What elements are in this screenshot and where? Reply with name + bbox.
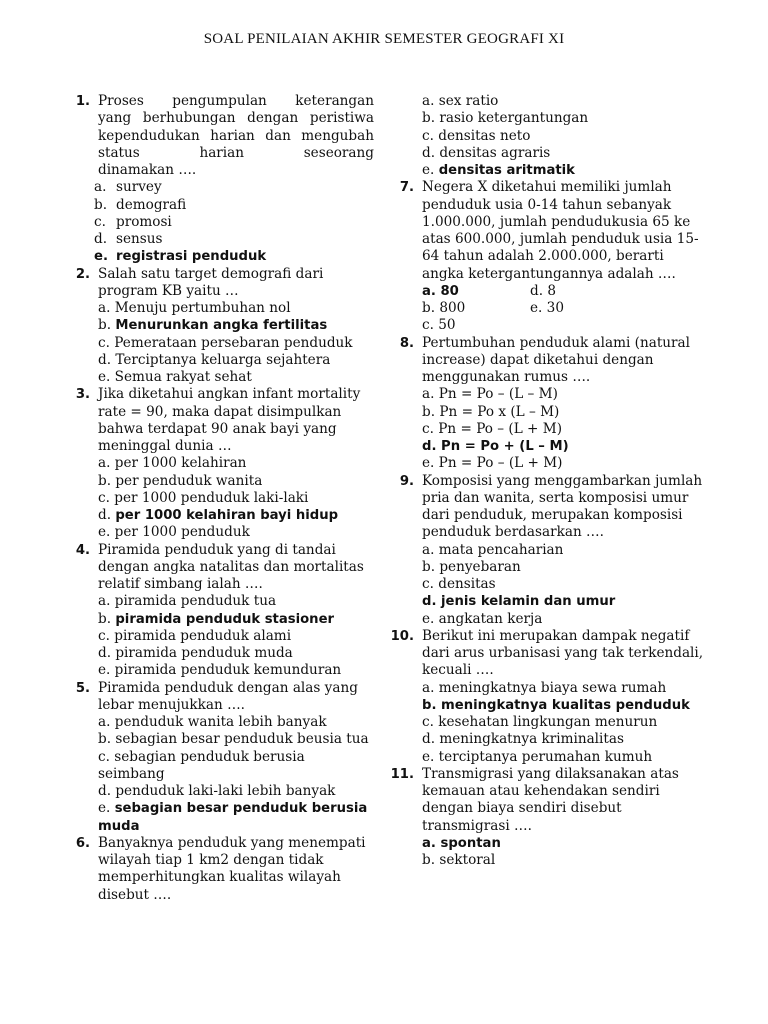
option-answer: d. per 1000 kelahiran bayi hidup — [98, 507, 339, 523]
question-10 — [388, 628, 706, 766]
option: a. sex ratio — [422, 93, 499, 109]
question-text: dinamakan …. — [98, 162, 197, 178]
question-3 — [64, 386, 374, 541]
option: e. Pn = Po – (L + M) — [422, 455, 563, 472]
question-text: Berikut ini merupakan dampak negatif dari arus urbanisasi yang tak terkendali, kecuali …. — [422, 627, 704, 679]
option-answer: b. piramida penduduk stasioner — [98, 610, 335, 627]
question-7 — [388, 179, 706, 334]
option: d. sensus — [94, 231, 163, 247]
option: d. Terciptanya keluarga sejahtera — [98, 351, 331, 368]
question-number: 10. — [390, 628, 414, 644]
options-6 — [422, 93, 706, 179]
question-text: Pertumbuhan penduduk alami (natural increase) dapat diketahui dengan menggunakan rumus …. — [422, 334, 690, 385]
option: b. penyebaran — [422, 558, 521, 575]
option: a. Menuju pertumbuhan nol — [98, 300, 291, 316]
option: b. sektoral — [422, 852, 496, 868]
question-text: Piramida penduduk dengan alas yang lebar menujukkan …. — [98, 679, 358, 713]
question-number: 3. — [75, 387, 90, 403]
option: b. 800 — [422, 300, 466, 316]
question-number: 6. — [75, 835, 90, 851]
question-text: Proses pengumpulan keterangan — [98, 93, 374, 109]
question-9 — [388, 473, 706, 628]
option: c. densitas — [422, 576, 496, 592]
question-number: 1. — [75, 94, 90, 109]
question-text: Negera X diketahui memiliki jumlah penduduk usia 0-14 tahun sebanyak 1.000.000, jumlah pendudukusia 65 ke atas 600.000, jumlah penduduk usia 15-64 tahun adalah 2.000.000, berarti angka ketergantungannya adalah …. — [422, 179, 699, 282]
option: a. penduduk wanita lebih banyak — [98, 714, 327, 730]
question-number: 11. — [390, 766, 414, 782]
question-number: 8. — [399, 335, 414, 351]
question-8 — [388, 335, 706, 473]
question-number: 7. — [399, 180, 414, 196]
option: e. per 1000 penduduk — [98, 524, 250, 541]
question-text: kependudukan harian dan mengubah — [98, 127, 374, 144]
option-answer: a. 80 — [422, 283, 459, 299]
option-answer: b. Menurunkan angka fertilitas — [98, 317, 328, 334]
question-1 — [64, 93, 374, 179]
option: a. piramida penduduk tua — [98, 593, 277, 610]
options-1 — [94, 179, 374, 265]
question-number: 5. — [75, 680, 90, 696]
option: c. densitas neto — [422, 127, 531, 144]
question-text: Jika diketahui angkan infant mortality rate = 90, maka dapat disimpulkan bahwa terdapat 90 anak bayi yang meninggal dunia … — [98, 386, 361, 454]
question-text: Komposisi yang menggambarkan jumlah pria dan wanita, serta komposisi umur dari penduduk, merupakan komposisi penduduk berdasarkan …. — [422, 472, 703, 541]
option: b. sebagian besar penduduk beusia tua — [98, 731, 369, 748]
option-answer: a. spontan — [422, 835, 501, 851]
option: e. terciptanya perumahan kumuh — [422, 748, 653, 765]
option: c. Pn = Po – (L + M) — [422, 420, 562, 437]
option: e. piramida penduduk kemunduran — [98, 662, 342, 679]
question-text: Piramida penduduk yang di tandai dengan angka natalitas dan mortalitas relatif simbang ialah …. — [98, 541, 364, 592]
option: c. kesehatan lingkungan menurun — [422, 714, 658, 730]
question-text: Salah satu target demografi dari program KB yaitu … — [98, 265, 324, 299]
option-answer: b. meningkatnya kualitas penduduk — [422, 697, 690, 713]
option: c. Pemerataan persebaran penduduk — [98, 334, 353, 351]
question-number: 2. — [75, 266, 90, 282]
question-5 — [64, 680, 374, 835]
question-11 — [388, 766, 706, 870]
question-text: Banyaknya penduduk yang menempati wilayah tiap 1 km2 dengan tidak memperhitungkan kualitas wilayah disebut …. — [98, 834, 366, 903]
option: d. meningkatnya kriminalitas — [422, 731, 624, 748]
option: c. promosi — [94, 213, 172, 230]
option: a. mata pencaharian — [422, 541, 564, 558]
option-answer: d. Pn = Po + (L – M) — [422, 439, 569, 454]
option: d. penduduk laki-laki lebih banyak — [98, 783, 336, 799]
option-answer: d. jenis kelamin dan umur — [422, 594, 616, 610]
option: b. Pn = Po x (L – M) — [422, 403, 560, 420]
option: a. per 1000 kelahiran — [98, 455, 247, 472]
option-answer: e. densitas aritmatik — [422, 162, 575, 178]
option: e. Semua rakyat sehat — [98, 369, 252, 385]
option: d. densitas agraris — [422, 144, 551, 161]
question-text: Transmigrasi yang dilaksanakan atas kemauan atau kehendakan sendiri dengan biaya sendiri disebut transmigrasi …. — [422, 765, 679, 834]
option-answer: e. registrasi penduduk — [94, 249, 267, 265]
option-answer: e. sebagian besar penduduk berusia muda — [98, 800, 368, 834]
question-4 — [64, 542, 374, 680]
page-title: SOAL PENILAIAN AKHIR SEMESTER GEOGRAFI XI — [203, 31, 565, 47]
option: b. demografi — [94, 196, 187, 213]
option: a. meningkatnya biaya sewa rumah — [422, 679, 667, 696]
option: a. survey — [94, 179, 162, 196]
left-column — [64, 93, 374, 904]
option: d. piramida penduduk muda — [98, 645, 293, 661]
option: e. 30 — [530, 300, 564, 316]
option: b. per penduduk wanita — [98, 472, 263, 489]
option: c. 50 — [422, 317, 456, 334]
option: b. rasio ketergantungan — [422, 110, 589, 127]
option: c. piramida penduduk alami — [98, 627, 292, 644]
option: c. sebagian penduduk berusia seimbang — [98, 748, 305, 782]
question-number: 4. — [75, 542, 90, 558]
question-number: 9. — [399, 473, 414, 489]
question-text: yang berhubungan dengan peristiwa — [98, 110, 374, 127]
option: d. 8 — [530, 282, 556, 299]
question-6 — [64, 835, 374, 904]
right-column — [388, 93, 706, 869]
option: a. Pn = Po – (L – M) — [422, 386, 558, 403]
option: e. angkatan kerja — [422, 610, 543, 627]
question-2 — [64, 266, 374, 387]
question-text: status harian seseorang — [98, 144, 374, 161]
option: c. per 1000 penduduk laki-laki — [98, 489, 309, 506]
options-7 — [422, 283, 706, 335]
